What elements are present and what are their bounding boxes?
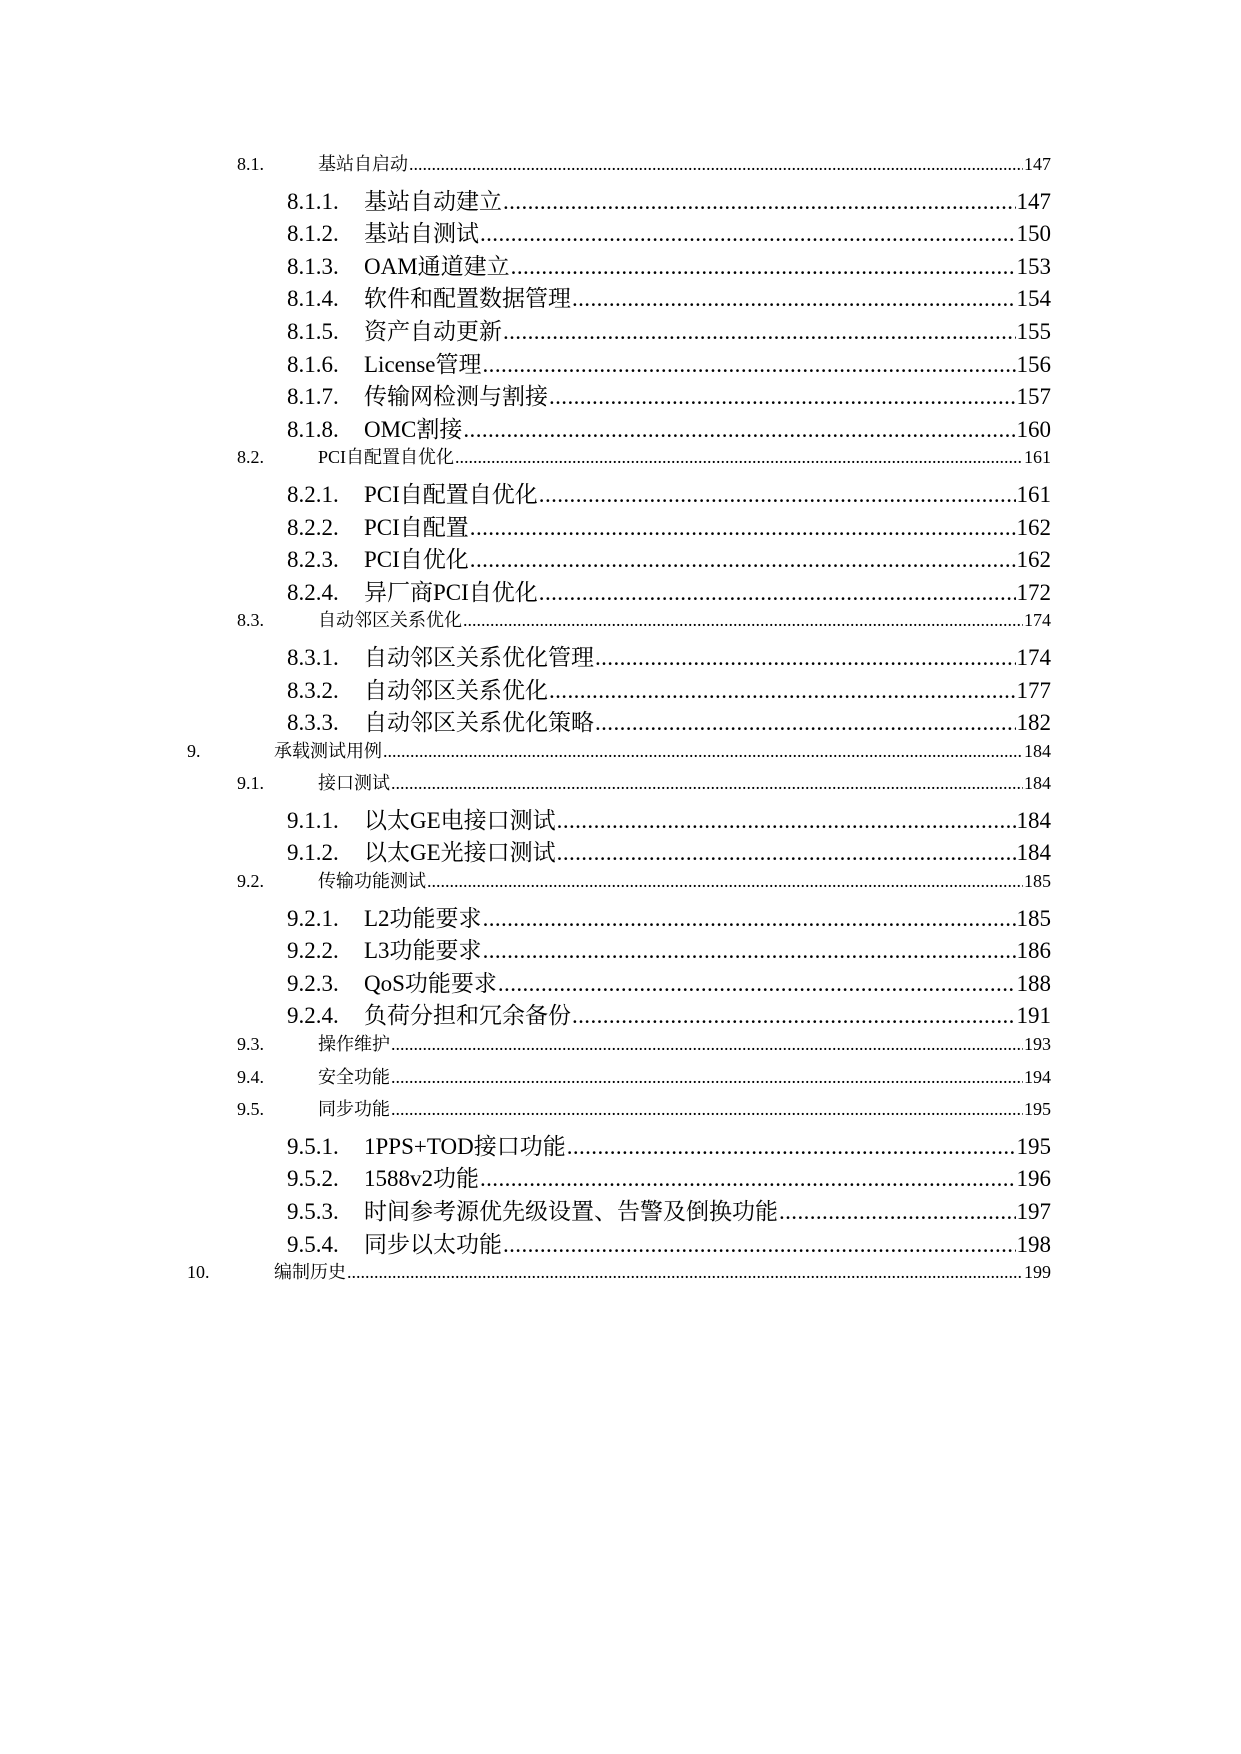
toc-entry-page-number: 147 [1024,154,1051,174]
toc-entry[interactable] [187,1095,1051,1128]
toc-dot-leader [483,906,1016,932]
toc-entry-number: 9.5.2. [287,1166,339,1192]
toc-entry-page-number: 177 [1016,677,1051,703]
toc-entry-number: 8.1.4. [287,286,339,312]
toc-entry-number: 9.2.4. [287,1003,339,1029]
toc-entry[interactable] [187,215,1051,248]
toc-dot-leader [595,710,1016,736]
toc-entry-number: 9.5.3. [287,1199,339,1224]
toc-dot-leader [455,447,1023,468]
toc-entry[interactable] [187,997,1051,1030]
toc-entry-title: 自动邻区关系优化 [318,610,462,631]
toc-entry-number: 8.1.7. [287,384,339,410]
toc-entry-number: 9.4. [237,1066,264,1087]
toc-entry[interactable] [187,248,1051,281]
toc-entry-page-number: 184 [1016,840,1051,866]
toc-entry-title: 操作维护 [318,1034,390,1055]
toc-entry-number: 9.1. [237,773,264,794]
toc-entry-title: 软件和配置数据管理 [364,286,571,312]
toc-entry-page-number: 184 [1016,807,1051,833]
toc-entry-page-number: 196 [1016,1166,1051,1192]
toc-dot-leader [463,610,1023,631]
toc-entry-number: 8.3.2. [287,677,339,703]
toc-entry[interactable] [187,150,1051,183]
toc-entry-title: License管理 [364,351,482,377]
toc-entry[interactable] [187,769,1051,802]
toc-dot-leader [557,840,1016,866]
toc-entry-title: 1588v2功能 [364,1166,479,1192]
toc-entry-title: 接口测试 [318,773,390,794]
toc-entry-title: 负荷分担和冗余备份 [364,1003,571,1029]
toc-dot-leader [595,645,1016,671]
toc-entry-page-number: 160 [1016,416,1051,442]
toc-entry-number: 9. [187,740,201,761]
toc-entry-title: QoS功能要求 [364,970,497,996]
toc-entry-number: 9.1.1. [287,807,339,833]
toc-dot-leader [470,547,1016,573]
toc-entry-page-number: 161 [1024,447,1051,468]
toc-entry-page-number: 174 [1024,610,1051,631]
toc-entry[interactable] [187,411,1051,444]
toc-entry[interactable] [187,1030,1051,1063]
toc-dot-leader [470,515,1016,541]
toc-entry[interactable] [187,1258,1051,1291]
toc-entry-page-number: 195 [1024,1099,1051,1120]
toc-entry-title: OAM通道建立 [364,253,510,279]
toc-entry-page-number: 161 [1016,481,1051,507]
toc-entry-page-number: 156 [1016,351,1051,377]
toc-entry-title: 以太GE电接口测试 [364,807,556,833]
toc-entry[interactable] [187,965,1051,998]
toc-entry-page-number: 198 [1016,1231,1051,1257]
toc-entry-page-number: 174 [1016,644,1051,670]
toc-entry-title: 资产自动更新 [364,318,502,344]
toc-entry-page-number: 185 [1024,871,1051,892]
toc-entry[interactable] [187,346,1051,379]
toc-dot-leader [483,938,1016,964]
toc-entry-number: 9.2.2. [287,938,339,964]
toc-entry[interactable] [187,672,1051,705]
toc-entry[interactable] [187,802,1051,835]
toc-entry-title: 同步以太功能 [364,1231,502,1257]
toc-dot-leader [779,1199,1016,1225]
toc-entry[interactable] [187,313,1051,346]
toc-entry-title: 同步功能 [318,1099,390,1120]
toc-entry-title: 传输功能测试 [318,871,426,892]
toc-entry[interactable] [187,900,1051,933]
toc-entry[interactable] [187,1193,1051,1226]
toc-entry-number: 8.1.8. [287,416,339,442]
toc-entry-page-number: 172 [1016,579,1051,605]
toc-entry[interactable] [187,1160,1051,1193]
toc-entry-page-number: 197 [1016,1199,1051,1224]
toc-entry-number: 8.1. [237,154,264,174]
toc-entry[interactable] [187,834,1051,867]
toc-entry-title: 自动邻区关系优化 [364,677,548,703]
toc-entry-page-number: 193 [1024,1034,1051,1055]
toc-dot-leader [391,1099,1023,1120]
toc-entry[interactable] [187,606,1051,639]
toc-entry-page-number: 157 [1016,384,1051,410]
toc-entry-number: 9.2.3. [287,970,339,996]
toc-dot-leader [549,678,1016,704]
toc-entry[interactable] [187,1226,1051,1259]
toc-entry-page-number: 162 [1016,547,1051,573]
toc-entry-number: 8.3. [237,610,264,631]
toc-entry-page-number: 185 [1016,905,1051,931]
toc-entry-number: 9.2. [237,871,264,892]
toc-entry[interactable] [187,1063,1051,1096]
toc-entry-number: 9.5. [237,1099,264,1120]
toc-entry-number: 8.2.4. [287,579,339,605]
toc-entry[interactable] [187,378,1051,411]
toc-entry-number: 9.3. [237,1034,264,1055]
toc-entry-number: 8.2.1. [287,481,339,507]
toc-entry[interactable] [187,932,1051,965]
toc-dot-leader [463,417,1015,443]
toc-entry-page-number: 150 [1016,221,1051,247]
toc-entry-title: PCI自配置自优化 [364,481,538,507]
toc-dot-leader [503,189,1016,215]
toc-dot-leader [427,871,1023,892]
toc-entry[interactable] [187,443,1051,476]
toc-entry[interactable] [187,574,1051,607]
toc-dot-leader [503,1232,1016,1258]
toc-entry[interactable] [187,280,1051,313]
toc-entry-title: 传输网检测与割接 [364,384,548,410]
toc-entry[interactable] [187,541,1051,574]
toc-entry-title: 自动邻区关系优化管理 [364,644,594,670]
toc-entry[interactable] [187,509,1051,542]
toc-entry[interactable] [187,704,1051,737]
toc-entry-number: 8.2. [237,447,264,468]
toc-entry-page-number: 184 [1024,773,1051,794]
toc-entry-number: 8.1.5. [287,318,339,344]
toc-entry-title: 异厂商PCI自优化 [364,579,538,605]
toc-entry[interactable] [187,476,1051,509]
toc-entry-title: 承载测试用例 [274,740,382,761]
toc-dot-leader [480,1166,1016,1192]
toc-entry[interactable] [187,1128,1051,1161]
toc-entry-title: PCI自优化 [364,547,469,573]
toc-entry-page-number: 162 [1016,514,1051,540]
table-of-contents [187,150,1051,1291]
toc-dot-leader [391,773,1023,794]
toc-entry-page-number: 194 [1024,1066,1051,1087]
toc-entry-page-number: 191 [1016,1003,1051,1029]
toc-dot-leader [511,254,1016,280]
toc-entry-title: 编制历史 [274,1262,346,1283]
toc-entry-page-number: 147 [1016,188,1051,214]
toc-entry-title: PCI自配置自优化 [318,447,455,468]
toc-entry-title: L3功能要求 [364,938,482,964]
toc-entry-number: 8.2.3. [287,547,339,573]
toc-entry-number: 9.5.1. [287,1133,339,1159]
toc-entry-title: 基站自动建立 [364,188,502,214]
toc-dot-leader [572,286,1016,312]
toc-entry-number: 8.1.6. [287,351,339,377]
toc-entry-page-number: 199 [1024,1262,1051,1283]
toc-entry-number: 8.1.3. [287,253,339,279]
toc-entry[interactable] [187,639,1051,672]
toc-entry-number: 8.2.2. [287,514,339,540]
toc-dot-leader [409,154,1023,175]
toc-entry-title: OMC割接 [364,416,463,442]
toc-dot-leader [572,1003,1016,1029]
toc-entry[interactable] [187,737,1051,770]
toc-entry-page-number: 195 [1016,1133,1051,1159]
toc-entry-title: 以太GE光接口测试 [364,840,556,866]
toc-entry-page-number: 186 [1016,938,1051,964]
toc-dot-leader [347,1262,1023,1283]
toc-dot-leader [539,580,1016,606]
toc-entry-title: L2功能要求 [364,905,482,931]
toc-entry-page-number: 154 [1016,286,1051,312]
toc-entry-number: 10. [187,1262,210,1283]
toc-entry-number: 8.3.1. [287,644,339,670]
toc-dot-leader [498,971,1016,997]
toc-entry-number: 8.1.1. [287,188,339,214]
toc-entry-title: 基站自启动 [318,154,408,174]
toc-dot-leader [391,1067,1023,1088]
toc-dot-leader [549,384,1016,410]
toc-entry-page-number: 188 [1016,970,1051,996]
toc-dot-leader [539,482,1016,508]
toc-dot-leader [483,352,1016,378]
toc-entry-page-number: 155 [1016,318,1051,344]
toc-entry-page-number: 153 [1016,253,1051,279]
toc-entry-number: 9.5.4. [287,1231,339,1257]
toc-dot-leader [503,319,1016,345]
toc-dot-leader [567,1134,1016,1160]
toc-entry-title: 时间参考源优先级设置、告警及倒换功能 [364,1199,778,1224]
toc-entry[interactable] [187,867,1051,900]
toc-entry-title: 安全功能 [318,1066,390,1087]
toc-entry-title: 基站自测试 [364,221,479,247]
toc-dot-leader [391,1034,1023,1055]
toc-entry-page-number: 182 [1016,710,1051,736]
toc-entry[interactable] [187,183,1051,216]
toc-dot-leader [557,808,1016,834]
toc-entry-title: PCI自配置 [364,514,469,540]
toc-dot-leader [480,221,1016,247]
toc-entry-number: 8.3.3. [287,710,339,736]
toc-entry-number: 9.2.1. [287,905,339,931]
toc-entry-title: 1PPS+TOD接口功能 [364,1133,566,1159]
toc-entry-page-number: 184 [1024,740,1051,761]
toc-entry-number: 8.1.2. [287,221,339,247]
toc-dot-leader [383,741,1023,762]
toc-entry-number: 9.1.2. [287,840,339,866]
toc-entry-title: 自动邻区关系优化策略 [364,710,594,736]
